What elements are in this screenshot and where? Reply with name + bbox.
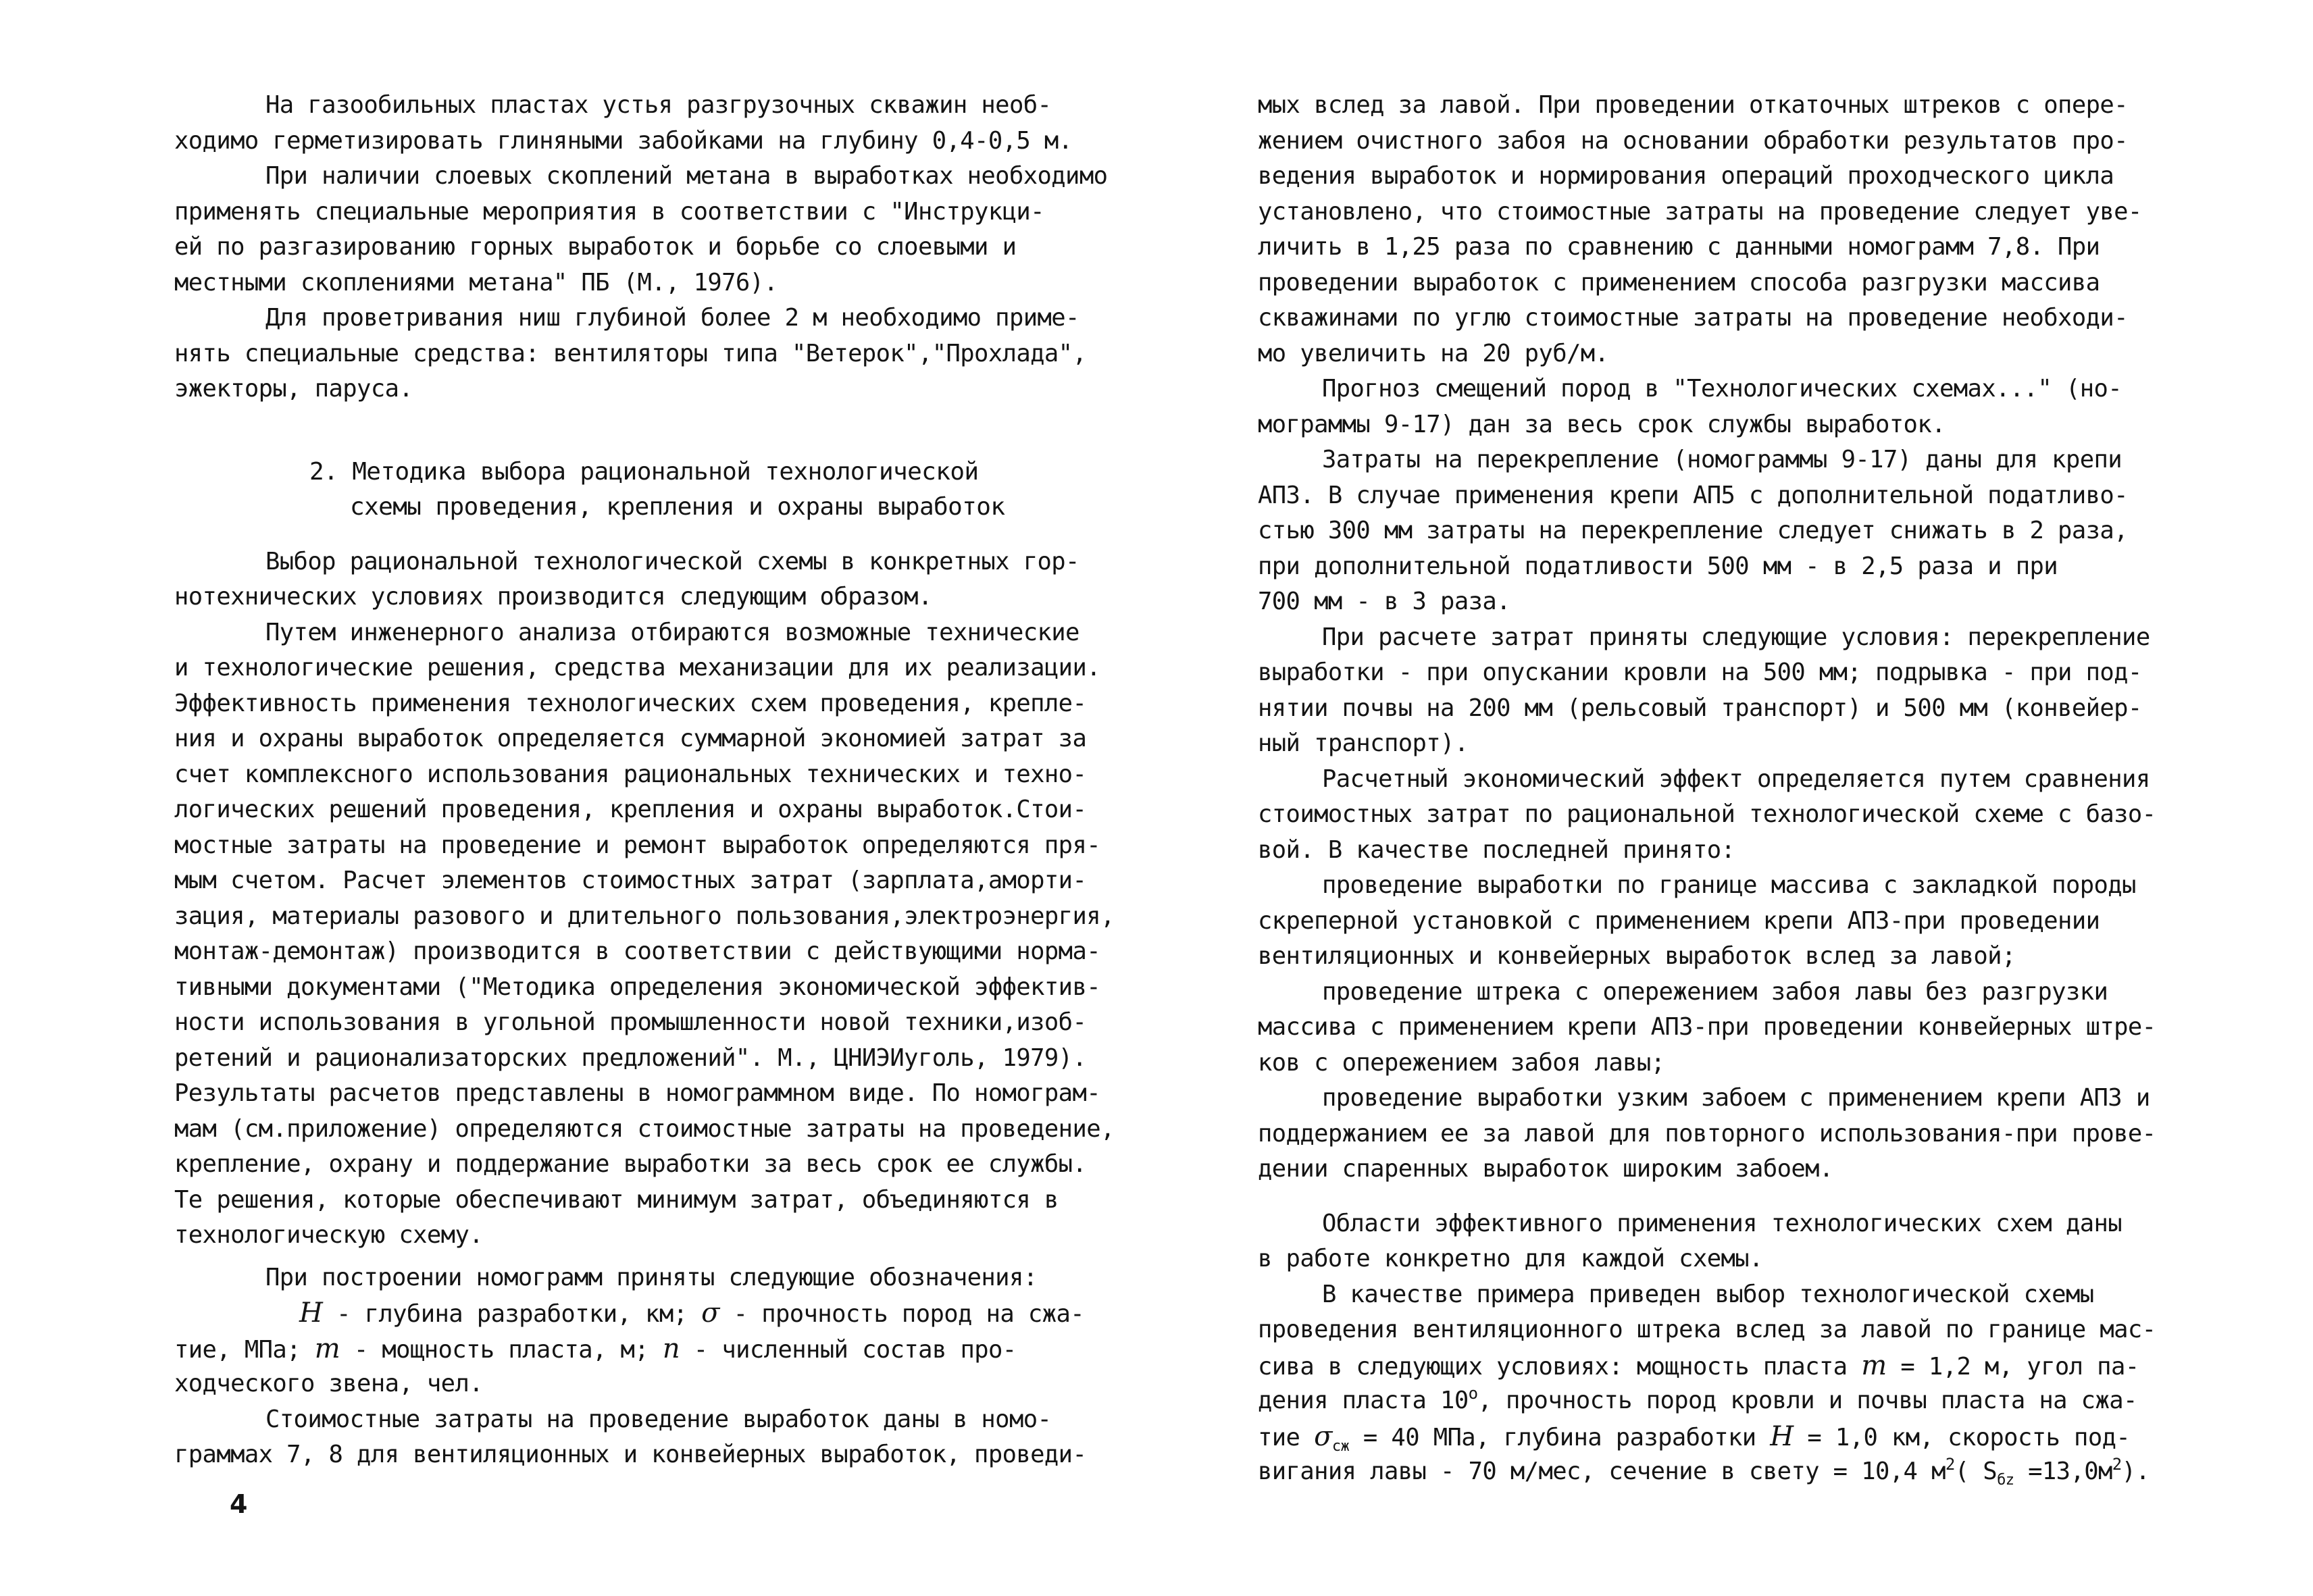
notation-line [174, 1295, 1127, 1331]
example-text: = 1,0 км, скорость под- [1793, 1423, 2131, 1451]
text-line: проведение выработки по границе массива с закладкой породы [1322, 871, 2136, 899]
degree-superscript: о [1468, 1384, 1478, 1403]
text-line: вой. В качестве последней принято: [1258, 835, 1735, 864]
notation-text: тие, МПа; [174, 1335, 315, 1364]
text-line: Прогноз смещений пород в "Технологических схемах..." (но- [1322, 375, 2123, 403]
notation-text: - численный состав про- [680, 1335, 1017, 1364]
text-line: ходимо герметизировать глиняными забойками на глубину 0,4-0,5 м. [174, 126, 1073, 155]
text-line: установлено, что стоимостные затраты на проведение следует уве- [1258, 197, 2142, 226]
text-line: ретений и рационализаторских предложений". М., ЦНИЭИуголь, 1979). [174, 1044, 1087, 1072]
text-line: мым счетом. Расчет элементов стоимостных затрат (зарплата,аморти- [174, 867, 1087, 894]
text-line: граммах 7, 8 для вентиляционных и конвейерных выработок, проведи- [174, 1441, 1087, 1468]
symbol-sigma: σ [701, 1297, 719, 1329]
text-line: проведении выработок с применением способа разгрузки массива [1258, 268, 2100, 297]
text-line: счет комплексного использования рациональных технических и техно- [174, 760, 1087, 788]
text-line: В качестве примера приведен выбор технологической схемы [1322, 1280, 2094, 1308]
notation-intro: При построении номограмм приняты следующие обозначения: [265, 1263, 1038, 1291]
text-line: тивными документами ("Методика определения экономической эффектив- [174, 973, 1101, 1001]
text-line: нять специальные средства: вентиляторы типа "Ветерок","Прохлада", [174, 339, 1087, 367]
text-line: мам (см.приложение) определяются стоимостные затраты на проведение, [174, 1114, 1115, 1143]
example-line [1258, 1383, 2183, 1419]
text-line: зация, материалы разового и длительного пользования,электроэнергия, [174, 902, 1115, 930]
text-line: мых вслед за лавой. При проведении откаточных штреков с опере- [1258, 91, 2128, 119]
text-line: Эффективность применения технологических схем проведения, крепле- [174, 689, 1087, 717]
text-line: На газообильных пластах устья разгрузочных скважин необ- [265, 91, 1052, 119]
text-line: и технологические решения, средства механизации для их реализации. [174, 654, 1101, 681]
example-text: =13,0м [2014, 1458, 2112, 1485]
symbol-H: H [299, 1297, 323, 1329]
text-line: мостные затраты на проведение и ремонт выработок определяются пря- [174, 831, 1101, 859]
text-line: местными скоплениями метана" ПБ (М., 1976). [174, 268, 778, 297]
text-line: массива с применением крепи АП3-при проведении конвейерных штре- [1258, 1013, 2156, 1041]
section-heading-cont: схемы проведения, крепления и охраны выработок [350, 493, 1005, 521]
symbol-H: H [1770, 1420, 1794, 1452]
text-line: нятии почвы на 200 мм (рельсовый транспорт) и 500 мм (конвейер- [1258, 694, 2142, 722]
sigma-subscript: сж [1331, 1437, 1350, 1455]
text-line: Расчетный экономический эффект определяется путем сравнения [1322, 765, 2150, 793]
text-line: дении спаренных выработок широким забоем. [1258, 1155, 1833, 1183]
example-text: ( S [1954, 1458, 1998, 1485]
text-line: проведение выработки узким забоем с применением крепи АП3 и [1322, 1084, 2150, 1112]
symbol-m: m [1861, 1349, 1887, 1381]
text-line: ведения выработок и нормирования операций проходческого цикла [1258, 162, 2114, 190]
text-line: нотехнических условиях производится следующим образом. [174, 583, 932, 611]
text-line: ей по разгазированию горных выработок и борьбе со слоевыми и [174, 233, 1017, 261]
text-line: АП3. В случае применения крепи АП5 с дополнительной податливо- [1258, 481, 2128, 509]
text-line: Результаты расчетов представлены в номограммном виде. По номограм- [174, 1079, 1101, 1107]
area-subscript: бz [1997, 1472, 2014, 1489]
example-text: = 1,2 м, угол па- [1886, 1352, 2139, 1381]
text-line: ков с опережением забоя лавы; [1258, 1048, 1665, 1077]
example-text: , прочность пород кровли и почвы пласта на сжа- [1477, 1387, 2137, 1414]
example-line [1258, 1419, 2183, 1455]
text-line: Стоимостные затраты на проведение выработок даны в номо- [265, 1405, 1052, 1433]
text-line: При наличии слоевых скоплений метана в выработках необходимо [265, 162, 1108, 190]
text-line: выработки - при опускании кровли на 500 мм; подрывка - при под- [1258, 659, 2142, 686]
text-line: 700 мм - в 3 раза. [1258, 588, 1510, 615]
text-line: жением очистного забоя на основании обработки результатов про- [1258, 126, 2128, 155]
text-line: мограммы 9-17) дан за весь срок службы выработок. [1258, 410, 1946, 438]
text-line: при дополнительной податливости 500 мм - в 2,5 раза и при [1258, 552, 2058, 580]
text-line: поддержанием ее за лавой для повторного использования-при прове- [1258, 1119, 2156, 1148]
text-line: проведения вентиляционного штрека вслед за лавой по границе мас- [1258, 1316, 2156, 1343]
left-page [174, 88, 1127, 1473]
notation-text: - глубина разработки, км; [322, 1300, 702, 1328]
text-line: Затраты на перекрепление (номограммы 9-17) даны для крепи [1322, 446, 2123, 473]
text-line: применять специальные мероприятия в соответствии с "Инструкци- [174, 197, 1044, 226]
page-number: 4 [230, 1489, 248, 1519]
text-line: Выбор рациональной технологической схемы в конкретных гор- [265, 547, 1079, 575]
text-line: монтаж-демонтаж) производится в соответствии с действующими норма- [174, 937, 1101, 965]
example-text: ). [2121, 1458, 2150, 1485]
text-line: ности использования в угольной промышленности новой техники,изоб- [174, 1008, 1087, 1036]
section-heading: 2. Методика выбора рациональной технологической [309, 457, 979, 486]
text-line: ный транспорт). [1258, 729, 1469, 757]
text-line: эжекторы, паруса. [174, 375, 413, 403]
text-line: скреперной установкой с применением крепи АП3-при проведении [1258, 906, 2100, 935]
notation-line [174, 1331, 1127, 1367]
example-text: вигания лавы - 70 м/мес, сечение в свету = 10,4 м [1258, 1458, 1946, 1485]
text-line: ходческого звена, чел. [174, 1370, 484, 1397]
text-line: стью 300 мм затраты на перекрепление следует снижать в 2 раза, [1258, 517, 2128, 544]
square-superscript: 2 [1945, 1455, 1955, 1474]
notation-text: - прочность пород на сжа- [719, 1300, 1084, 1328]
text-line: сива в следующих условиях: мощность пласта [1258, 1352, 1862, 1381]
right-page [1258, 88, 2183, 1490]
text-line: скважинами по углю стоимостные затраты на проведение необходи- [1258, 304, 2128, 332]
text-line: стоимостных затрат по рациональной технологической схеме с базо- [1258, 800, 2156, 828]
text-line: Для проветривания ниш глубиной более 2 м необходимо приме- [265, 304, 1079, 332]
text-line: в работе конкретно для каждой схемы. [1258, 1245, 1763, 1272]
example-line [1258, 1348, 2183, 1384]
example-line [1258, 1454, 2183, 1490]
text-line: Области эффективного применения технологических схем даны [1322, 1209, 2123, 1237]
example-text: тие [1258, 1423, 1315, 1451]
text-line: При расчете затрат приняты следующие условия: перекрепление [1322, 623, 2150, 651]
text-line: логических решений проведения, крепления и охраны выработок.Стои- [174, 796, 1087, 823]
text-line: Те решения, которые обеспечивают минимум затрат, объединяются в [174, 1185, 1059, 1214]
text-line: мо увеличить на 20 руб/м. [1258, 339, 1609, 367]
symbol-m: m [314, 1333, 340, 1364]
text-line: ния и охраны выработок определяется суммарной экономией затрат за [174, 725, 1087, 752]
example-text: дения пласта 10 [1258, 1387, 1469, 1414]
text-line: крепление, охрану и поддержание выработки за весь срок ее службы. [174, 1150, 1087, 1178]
text-line: вентиляционных и конвейерных выработок вслед за лавой; [1258, 942, 2016, 970]
text-line: проведение штрека с опережением забоя лавы без разгрузки [1322, 977, 2108, 1006]
example-text: = 40 МПа, глубина разработки [1349, 1423, 1771, 1451]
text-line: технологическую схему. [174, 1221, 484, 1249]
text-line: Путем инженерного анализа отбираются возможные технические [265, 618, 1079, 646]
text-line: личить в 1,25 раза по сравнению с данными номограмм 7,8. При [1258, 233, 2100, 261]
square-superscript: 2 [2112, 1455, 2122, 1474]
symbol-sigma: σ [1314, 1420, 1332, 1452]
symbol-n: n [662, 1333, 680, 1364]
notation-text: - мощность пласта, м; [340, 1335, 663, 1364]
